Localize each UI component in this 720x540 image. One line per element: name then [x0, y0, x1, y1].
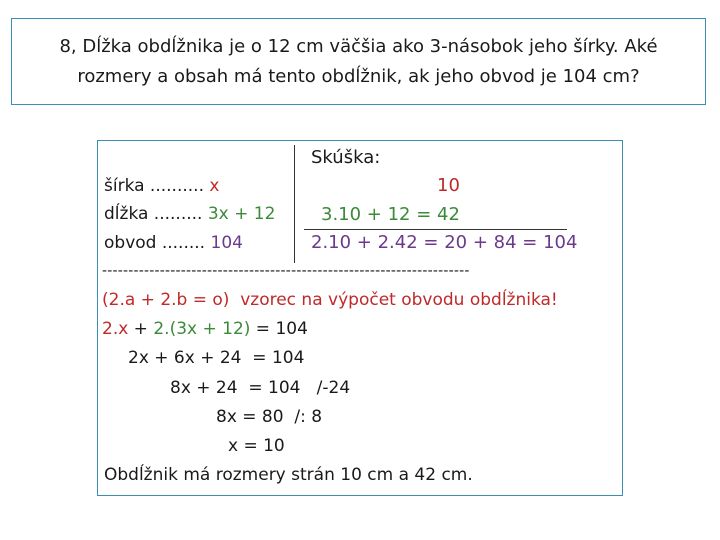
perimeter-value: 104 — [210, 233, 243, 253]
vertical-divider — [294, 145, 295, 263]
formula-line: (2.a + 2.b = o) vzorec na výpočet obvodu obdĺžnika! — [102, 290, 558, 310]
answer-line: Obdĺžnik má rozmery strán 10 cm a 42 cm. — [104, 465, 473, 485]
check-perimeter: 2.10 + 2.42 = 20 + 84 = 104 — [311, 232, 578, 253]
task-statement — [49, 32, 667, 92]
equation-line — [102, 317, 308, 341]
perimeter-label: obvod ........ — [104, 233, 206, 253]
dashed-divider: ---------------------------------------------------------------------- — [102, 263, 470, 279]
equation-width-term: 2.x — [102, 319, 129, 339]
check-length: 3.10 + 12 = 42 — [321, 204, 460, 225]
task-box — [11, 18, 706, 105]
width-label: šírka .......... — [104, 176, 204, 196]
perimeter-row — [104, 231, 243, 255]
step-4: 8x = 80 /: 8 — [216, 407, 323, 427]
width-value: x — [209, 176, 220, 196]
equation-plus: + — [128, 319, 154, 339]
length-row — [104, 202, 275, 226]
length-label: dĺžka ......... — [104, 204, 203, 224]
width-row — [104, 174, 219, 198]
step-5: x = 10 — [228, 436, 285, 456]
length-value: 3x + 12 — [207, 204, 276, 224]
check-width: 10 — [437, 175, 460, 196]
step-3: 8x + 24 = 104 /-24 — [170, 378, 351, 398]
check-underline — [304, 229, 567, 230]
equation-result: = 104 — [250, 319, 308, 339]
step-2: 2x + 6x + 24 = 104 — [128, 348, 305, 368]
check-title: Skúška: — [311, 147, 381, 168]
equation-length-term: 2.(3x + 12) — [153, 319, 251, 339]
task-line-1: 8, Dĺžka obdĺžnika je o 12 cm väčšia ako 3-násobok jeho šírky. Aké — [59, 35, 658, 57]
task-line-2: rozmery a obsah má tento obdĺžnik, ak jeho obvod je 104 cm? — [77, 65, 640, 87]
